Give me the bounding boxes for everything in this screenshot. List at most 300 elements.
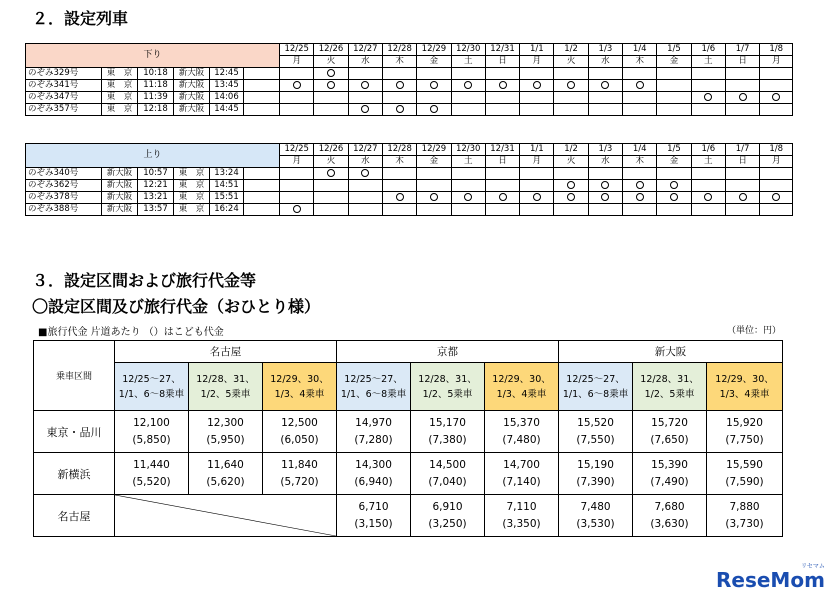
day-cell: [691, 180, 725, 192]
day-cell: [314, 168, 348, 180]
date-header: 12/29: [417, 144, 451, 156]
operating-circle-icon: [772, 193, 780, 201]
day-cell: [280, 92, 314, 104]
operating-circle-icon: [327, 81, 335, 89]
day-cell: [657, 104, 691, 116]
date-header: 1/7: [725, 144, 759, 156]
date-header: 1/6: [691, 44, 725, 56]
operating-circle-icon: [430, 105, 438, 113]
dest-kyoto: 京都: [337, 341, 559, 363]
period-header: [263, 363, 337, 411]
weekday-header: 土: [451, 56, 485, 68]
day-cell: [725, 68, 759, 80]
fare-row: [34, 495, 783, 537]
date-header: 12/30: [451, 44, 485, 56]
weekday-header: 月: [760, 56, 793, 68]
operating-circle-icon: [293, 205, 301, 213]
train-arrival: 14:45: [210, 104, 244, 116]
day-cell: [691, 68, 725, 80]
day-cell: [554, 68, 588, 80]
fare-cell: [633, 411, 707, 453]
day-cell: [280, 168, 314, 180]
train-row: [26, 168, 793, 180]
section3-title: ３．設定区間および旅行代金等: [32, 271, 257, 290]
day-cell: [760, 168, 793, 180]
day-cell: [520, 92, 554, 104]
day-cell: [314, 204, 348, 216]
train-row: [26, 104, 793, 116]
adult-fare: 14,300: [355, 458, 392, 471]
child-fare: (3,730): [725, 517, 764, 530]
period-line1: 12/25〜27、: [566, 373, 625, 385]
period-line2: 1/1、6〜8乗車: [118, 388, 185, 400]
day-cell: [691, 92, 725, 104]
day-cell: [623, 68, 657, 80]
day-cell: [451, 192, 485, 204]
child-fare: (7,390): [576, 475, 615, 488]
day-cell: [588, 92, 622, 104]
fare-cell: [411, 411, 485, 453]
weekday-header: 土: [691, 156, 725, 168]
fare-table: [33, 340, 783, 537]
child-fare: (7,480): [502, 433, 541, 446]
section2-title: ２．設定列車: [32, 9, 129, 28]
weekday-header: 水: [588, 56, 622, 68]
train-destination: 東 京: [174, 168, 210, 180]
day-cell: [588, 180, 622, 192]
train-origin: 東 京: [102, 80, 138, 92]
train-name: のぞみ362号: [26, 180, 102, 192]
day-cell: [451, 168, 485, 180]
operating-circle-icon: [430, 193, 438, 201]
day-cell: [725, 192, 759, 204]
day-cell: [348, 68, 382, 80]
fare-dest-row: [34, 341, 783, 363]
fare-cell: [707, 411, 783, 453]
dest-nagoya: 名古屋: [115, 341, 337, 363]
day-cell: [725, 92, 759, 104]
day-cell: [588, 168, 622, 180]
train-origin: 新大阪: [102, 192, 138, 204]
day-cell: [314, 80, 348, 92]
weekday-header: 金: [657, 156, 691, 168]
date-header: 12/30: [451, 144, 485, 156]
fare-note: ■旅行代金 片道あたり （）はこども代金: [38, 327, 224, 338]
weekday-header: 水: [348, 56, 382, 68]
day-cell: [417, 104, 451, 116]
train-departure: 11:18: [138, 80, 174, 92]
train-name: のぞみ347号: [26, 92, 102, 104]
period-line1: 12/25〜27、: [344, 373, 403, 385]
train-departure: 12:21: [138, 180, 174, 192]
day-cell: [623, 180, 657, 192]
day-cell: [280, 68, 314, 80]
fare-row: [34, 411, 783, 453]
adult-fare: 6,710: [358, 500, 389, 513]
date-header: 1/4: [623, 44, 657, 56]
fare-cell: [485, 453, 559, 495]
train-destination: 東 京: [174, 180, 210, 192]
operating-circle-icon: [636, 81, 644, 89]
fare-origin: 東京・品川: [34, 411, 115, 453]
fare-cell: [115, 453, 189, 495]
day-cell: [725, 104, 759, 116]
child-fare: (7,590): [725, 475, 764, 488]
day-cell: [520, 204, 554, 216]
day-cell: [554, 104, 588, 116]
fare-cell: [559, 453, 633, 495]
date-header: 1/8: [760, 44, 793, 56]
child-fare: (7,040): [428, 475, 467, 488]
day-cell: [314, 104, 348, 116]
day-cell: [485, 80, 519, 92]
day-cell: [348, 168, 382, 180]
fare-cell: [411, 453, 485, 495]
weekday-header: 日: [485, 156, 519, 168]
day-cell: [554, 92, 588, 104]
date-header: 1/5: [657, 144, 691, 156]
train-arrival: 16:24: [210, 204, 244, 216]
weekday-header: 月: [280, 156, 314, 168]
operating-circle-icon: [636, 181, 644, 189]
train-departure: 13:21: [138, 192, 174, 204]
fare-cell: [189, 411, 263, 453]
spacer-cell: [244, 168, 280, 180]
period-line1: 12/29、30、: [270, 373, 329, 385]
child-fare: (3,530): [576, 517, 615, 530]
day-cell: [623, 80, 657, 92]
day-cell: [485, 168, 519, 180]
day-cell: [280, 80, 314, 92]
fare-unit: （単位：円）: [727, 326, 782, 336]
adult-fare: 12,500: [281, 416, 318, 429]
adult-fare: 15,370: [503, 416, 540, 429]
day-cell: [760, 104, 793, 116]
day-cell: [348, 80, 382, 92]
day-cell: [520, 104, 554, 116]
spacer-cell: [244, 104, 280, 116]
day-cell: [280, 180, 314, 192]
train-name: のぞみ329号: [26, 68, 102, 80]
adult-fare: 15,590: [726, 458, 763, 471]
operating-circle-icon: [361, 169, 369, 177]
operating-circle-icon: [430, 81, 438, 89]
train-arrival: 15:51: [210, 192, 244, 204]
fare-cell: [411, 495, 485, 537]
adult-fare: 7,480: [580, 500, 611, 513]
day-cell: [451, 92, 485, 104]
weekday-header: 木: [623, 56, 657, 68]
day-cell: [657, 68, 691, 80]
not-applicable-cell: [115, 495, 337, 537]
day-cell: [623, 192, 657, 204]
operating-circle-icon: [704, 93, 712, 101]
fare-cell: [337, 411, 411, 453]
date-header: 1/7: [725, 44, 759, 56]
day-cell: [451, 180, 485, 192]
child-fare: (7,280): [354, 433, 393, 446]
train-destination: 新大阪: [174, 80, 210, 92]
schedule-date-row: [26, 44, 793, 56]
operating-circle-icon: [464, 81, 472, 89]
day-cell: [451, 204, 485, 216]
day-cell: [554, 192, 588, 204]
train-arrival: 13:45: [210, 80, 244, 92]
adult-fare: 14,970: [355, 416, 392, 429]
day-cell: [382, 192, 416, 204]
date-header: 12/28: [382, 144, 416, 156]
child-fare: (5,720): [280, 475, 319, 488]
adult-fare: 14,700: [503, 458, 540, 471]
train-departure: 10:18: [138, 68, 174, 80]
period-line2: 1/2、5乗車: [644, 388, 695, 400]
train-arrival: 12:45: [210, 68, 244, 80]
day-cell: [520, 168, 554, 180]
fare-corner: 乗車区間: [34, 341, 115, 411]
operating-circle-icon: [327, 69, 335, 77]
operating-circle-icon: [601, 193, 609, 201]
day-cell: [451, 68, 485, 80]
spacer-cell: [244, 192, 280, 204]
train-arrival: 14:06: [210, 92, 244, 104]
date-header: 1/1: [520, 144, 554, 156]
day-cell: [623, 168, 657, 180]
day-cell: [554, 80, 588, 92]
date-header: 12/26: [314, 144, 348, 156]
weekday-header: 月: [520, 156, 554, 168]
day-cell: [657, 80, 691, 92]
train-origin: 新大阪: [102, 168, 138, 180]
operating-circle-icon: [567, 81, 575, 89]
train-row: [26, 68, 793, 80]
fare-cell: [263, 453, 337, 495]
operating-circle-icon: [533, 81, 541, 89]
adult-fare: 11,440: [133, 458, 170, 471]
day-cell: [725, 204, 759, 216]
train-name: のぞみ341号: [26, 80, 102, 92]
adult-fare: 7,880: [729, 500, 760, 513]
adult-fare: 11,640: [207, 458, 244, 471]
date-header: 12/31: [485, 44, 519, 56]
adult-fare: 7,680: [654, 500, 685, 513]
operating-circle-icon: [601, 81, 609, 89]
day-cell: [725, 168, 759, 180]
date-header: 12/27: [348, 44, 382, 56]
day-cell: [382, 68, 416, 80]
day-cell: [417, 192, 451, 204]
child-fare: (7,490): [650, 475, 689, 488]
day-cell: [520, 180, 554, 192]
period-line2: 1/3、4乗車: [496, 388, 547, 400]
train-row: [26, 180, 793, 192]
train-destination: 東 京: [174, 204, 210, 216]
day-cell: [760, 92, 793, 104]
day-cell: [348, 204, 382, 216]
child-fare: (3,250): [428, 517, 467, 530]
fare-cell: [115, 411, 189, 453]
date-header: 1/2: [554, 144, 588, 156]
weekday-header: 月: [280, 56, 314, 68]
day-cell: [348, 92, 382, 104]
child-fare: (7,750): [725, 433, 764, 446]
weekday-header: 水: [588, 156, 622, 168]
day-cell: [691, 204, 725, 216]
fare-cell: [485, 411, 559, 453]
period-line1: 12/28、31、: [640, 373, 699, 385]
fare-origin: 新横浜: [34, 453, 115, 495]
day-cell: [760, 68, 793, 80]
day-cell: [554, 168, 588, 180]
operating-circle-icon: [396, 193, 404, 201]
fare-row: [34, 453, 783, 495]
train-row: [26, 192, 793, 204]
train-origin: 新大阪: [102, 180, 138, 192]
fare-cell: [633, 453, 707, 495]
train-origin: 東 京: [102, 92, 138, 104]
child-fare: (3,630): [650, 517, 689, 530]
operating-circle-icon: [601, 181, 609, 189]
day-cell: [382, 80, 416, 92]
period-header: [633, 363, 707, 411]
spacer-cell: [244, 80, 280, 92]
adult-fare: 15,720: [651, 416, 688, 429]
day-cell: [691, 168, 725, 180]
down-schedule-table: [25, 43, 793, 116]
weekday-header: 日: [725, 56, 759, 68]
day-cell: [348, 104, 382, 116]
operating-circle-icon: [361, 81, 369, 89]
operating-circle-icon: [327, 169, 335, 177]
day-cell: [314, 92, 348, 104]
child-fare: (7,140): [502, 475, 541, 488]
fare-cell: [707, 495, 783, 537]
date-header: 12/27: [348, 144, 382, 156]
spacer-cell: [244, 92, 280, 104]
diagonal-line: [115, 495, 336, 536]
up-direction-label: 上り: [26, 144, 280, 168]
child-fare: (7,650): [650, 433, 689, 446]
day-cell: [382, 180, 416, 192]
operating-circle-icon: [739, 93, 747, 101]
day-cell: [588, 80, 622, 92]
date-header: 12/25: [280, 44, 314, 56]
operating-circle-icon: [567, 181, 575, 189]
operating-circle-icon: [396, 105, 404, 113]
day-cell: [554, 204, 588, 216]
adult-fare: 11,840: [281, 458, 318, 471]
day-cell: [760, 204, 793, 216]
operating-circle-icon: [293, 81, 301, 89]
spacer-cell: [244, 68, 280, 80]
operating-circle-icon: [739, 193, 747, 201]
adult-fare: 15,170: [429, 416, 466, 429]
dest-shinosaka: 新大阪: [559, 341, 783, 363]
period-line1: 12/29、30、: [492, 373, 551, 385]
fare-cell: [559, 495, 633, 537]
weekday-header: 水: [348, 156, 382, 168]
weekday-header: 月: [520, 56, 554, 68]
train-origin: 東 京: [102, 104, 138, 116]
train-departure: 13:57: [138, 204, 174, 216]
day-cell: [588, 204, 622, 216]
weekday-header: 火: [554, 56, 588, 68]
day-cell: [657, 204, 691, 216]
day-cell: [588, 192, 622, 204]
resemom-logo: [716, 563, 825, 592]
train-origin: 東 京: [102, 68, 138, 80]
child-fare: (3,150): [354, 517, 393, 530]
period-header: [411, 363, 485, 411]
fare-period-row: [34, 363, 783, 411]
weekday-header: 土: [451, 156, 485, 168]
day-cell: [657, 180, 691, 192]
fare-cell: [559, 411, 633, 453]
date-header: 1/3: [588, 144, 622, 156]
child-fare: (5,520): [132, 475, 171, 488]
date-header: 1/5: [657, 44, 691, 56]
date-header: 12/26: [314, 44, 348, 56]
period-header: [337, 363, 411, 411]
date-header: 1/3: [588, 44, 622, 56]
adult-fare: 15,390: [651, 458, 688, 471]
spacer-cell: [244, 204, 280, 216]
day-cell: [451, 104, 485, 116]
day-cell: [588, 104, 622, 116]
day-cell: [520, 68, 554, 80]
period-header: [559, 363, 633, 411]
date-header: 12/31: [485, 144, 519, 156]
day-cell: [554, 180, 588, 192]
train-destination: 東 京: [174, 192, 210, 204]
child-fare: (6,050): [280, 433, 319, 446]
day-cell: [451, 80, 485, 92]
day-cell: [280, 204, 314, 216]
day-cell: [623, 92, 657, 104]
adult-fare: 12,100: [133, 416, 170, 429]
period-line1: 12/25〜27、: [122, 373, 181, 385]
period-line1: 12/28、31、: [196, 373, 255, 385]
day-cell: [417, 180, 451, 192]
weekday-header: 火: [314, 156, 348, 168]
day-cell: [725, 80, 759, 92]
day-cell: [691, 104, 725, 116]
day-cell: [520, 80, 554, 92]
adult-fare: 15,520: [577, 416, 614, 429]
weekday-header: 火: [554, 156, 588, 168]
operating-circle-icon: [670, 181, 678, 189]
fare-cell: [633, 495, 707, 537]
operating-circle-icon: [533, 193, 541, 201]
weekday-header: 金: [657, 56, 691, 68]
period-line1: 12/28、31、: [418, 373, 477, 385]
day-cell: [280, 192, 314, 204]
up-schedule-table: [25, 143, 793, 216]
date-header: 1/1: [520, 44, 554, 56]
weekday-header: 木: [623, 156, 657, 168]
period-line2: 1/2、5乗車: [200, 388, 251, 400]
operating-circle-icon: [499, 193, 507, 201]
day-cell: [314, 180, 348, 192]
operating-circle-icon: [464, 193, 472, 201]
day-cell: [760, 180, 793, 192]
adult-fare: 7,110: [506, 500, 537, 513]
day-cell: [657, 168, 691, 180]
day-cell: [280, 104, 314, 116]
day-cell: [725, 180, 759, 192]
day-cell: [657, 92, 691, 104]
fare-cell: [707, 453, 783, 495]
schedule-date-row: [26, 144, 793, 156]
